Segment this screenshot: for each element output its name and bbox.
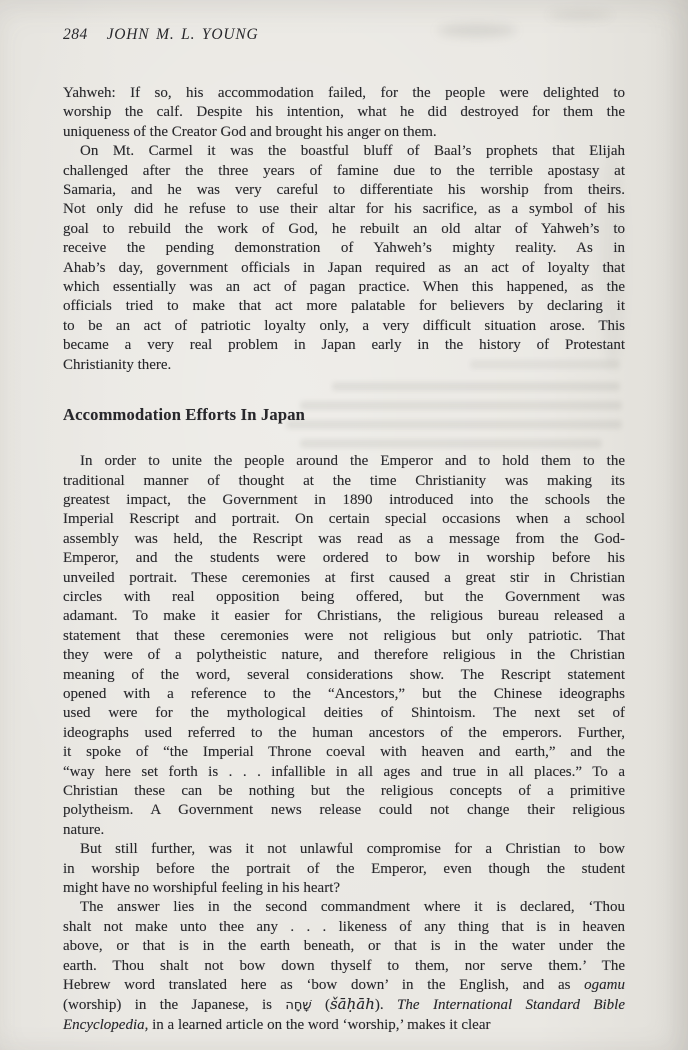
paragraph-continuation xyxy=(63,84,625,142)
text-line: it spoke of “the Imperial Throne coeval with heaven and earth,” and the xyxy=(63,744,625,761)
hebrew-word: שָׁחָה xyxy=(285,998,312,1014)
text-line xyxy=(63,1016,625,1035)
text-line xyxy=(63,995,625,1015)
text-line: Samaria, and he was very careful to differentiate his worship from theirs. xyxy=(63,182,625,199)
text-line: in worship before the portrait of the Emperor, even though the student xyxy=(63,860,625,877)
text-line: uniqueness of the Creator God and brought his anger on them. xyxy=(63,123,437,140)
text-line: challenged after the three years of famine due to the terrible apostasy at xyxy=(63,162,625,179)
text-run: (worship) in the Japanese, is xyxy=(63,997,286,1014)
section-heading: Accommodation Efforts In Japan xyxy=(63,405,306,425)
text-line: used were for the mythological deities of Shintoism. The next set of xyxy=(63,705,625,722)
text-line: Christian these can be nothing but the religious concepts of a primitive xyxy=(63,783,625,799)
text-line: ideographs used referred to the human ancestors of the emperors. Further, xyxy=(63,724,625,741)
text-line xyxy=(63,976,625,995)
text-line: Emperor, and the students were ordered to bow in worship before his xyxy=(63,550,625,567)
text-line: earth. Thou shalt not bow down thyself to them, nor serve them.’ The xyxy=(63,957,625,974)
text-run: Hebrew word translated here as ‘bow down’ in the English, and as xyxy=(63,977,585,994)
text-line: goal to rebuild the work of God, he rebuilt an old altar of Yahweh’s to xyxy=(63,220,625,237)
text-line: meaning of the word, several considerations show. The Rescript statement xyxy=(63,666,625,683)
text-line: officials tried to make that act more palatable for believers by declaring it xyxy=(63,298,625,315)
text-line: But still further, was it not unlawful compromise for a Christian to bow xyxy=(80,841,625,858)
text-line: nature. xyxy=(63,821,105,838)
text-line: Yahweh: If so, his accommodation failed, for the people were delighted to xyxy=(63,85,625,101)
text-line: greatest impact, the Government in 1890 introduced into the schools the xyxy=(63,491,625,508)
text-line: The answer lies in the second commandment where it is declared, ‘Thou xyxy=(80,899,625,916)
text-line: adamant. To make it easier for Christians, the religious bureau released a xyxy=(63,608,625,625)
text-line: might have no worshipful feeling in his heart? xyxy=(63,880,341,897)
paragraph-compromise xyxy=(63,840,625,898)
text-line: Christianity there. xyxy=(63,356,172,373)
running-header xyxy=(63,26,258,44)
transliteration: šāḥāh xyxy=(329,995,375,1014)
text-run: ( xyxy=(311,997,330,1014)
text-line: unveiled portrait. These ceremonies at first caused a great stir in Christian xyxy=(63,569,625,586)
text-line: they were of a polytheistic nature, and therefore religious in the Christian xyxy=(63,647,625,664)
scan-smudge xyxy=(548,10,612,20)
text-line: to be an act of patriotic loyalty only, a very difficult situation arose. This xyxy=(63,317,625,334)
text-line: polytheism. A Government news release could not change their religious xyxy=(63,802,625,819)
book-title-italic: The International Standard Bible xyxy=(397,997,626,1014)
text-line: In order to unite the people around the Emperor and to hold them to the xyxy=(80,453,625,470)
text-line: Imperial Rescript and portrait. On certain special occasions when a school xyxy=(63,511,625,528)
text-line: On Mt. Carmel it was the boastful bluff of Baal’s prophets that Elijah xyxy=(80,143,625,160)
text-line: opened with a reference to the “Ancestors,” but the Chinese ideographs xyxy=(63,685,625,702)
text-run: , in a learned article on the word ‘worship,’ makes it clear xyxy=(144,1016,491,1033)
text-line: worship the calf. Despite his intention, what he did destroyed for them the xyxy=(63,104,625,121)
text-line: became a very real problem in Japan early in the history of Protestant xyxy=(63,337,625,354)
paragraph-rescript xyxy=(63,452,625,840)
paragraph-carmel xyxy=(63,142,625,375)
text-line: assembly was held, the Rescript was read as a message from the God- xyxy=(63,530,625,547)
text-line: Ahab’s day, government officials in Japan required as an act of loyalty that xyxy=(63,259,625,276)
page-number: 284 xyxy=(63,26,88,43)
italic-term-ogamu: ogamu xyxy=(584,977,625,994)
text-column xyxy=(63,84,625,1035)
text-line: Not only did he refuse to use their altar for his sacrifice, as a symbol of his xyxy=(63,201,625,218)
text-line: traditional manner of thought at the time Christianity was making its xyxy=(63,472,625,489)
scan-smudge xyxy=(438,24,516,37)
paragraph-commandment xyxy=(63,898,625,1035)
text-line: receive the pending demonstration of Yahweh’s mighty reality. As in xyxy=(63,240,625,257)
text-line: above, or that is in the earth beneath, or that is in the water under the xyxy=(63,938,625,955)
text-line: “way here set forth is . . . infallible in all ages and true in all places.” To a xyxy=(63,763,625,780)
text-run: ). xyxy=(374,997,398,1014)
author-name: JOHN M. L. YOUNG xyxy=(106,26,259,43)
paragraph-commandment-lines xyxy=(63,898,625,976)
book-title-italic: Encyclopedia xyxy=(63,1016,145,1033)
text-line: shalt not make unto thee any . . . likeness of any thing that is in heaven xyxy=(63,918,625,935)
text-line: which essentially was an act of pagan practice. When this happened, as the xyxy=(63,279,625,296)
text-line: circles with real opposition being offered, but the Government was xyxy=(63,588,625,605)
text-line: statement that these ceremonies were not religious but only patriotic. That xyxy=(63,627,625,644)
